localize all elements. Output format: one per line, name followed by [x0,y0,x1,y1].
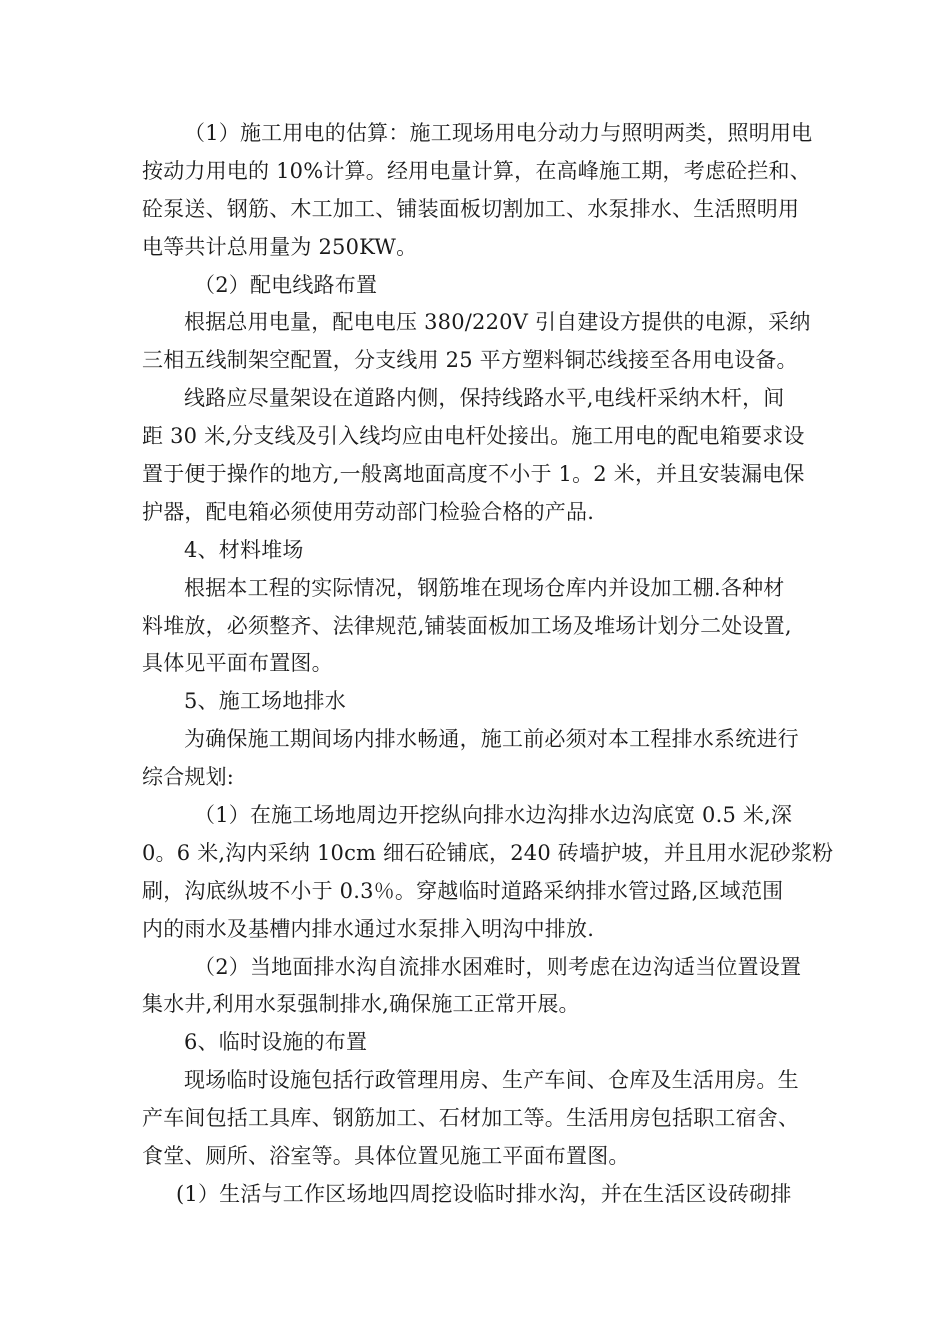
text-line: 为确保施工期间场内排水畅通，施工前必须对本工程排水系统进行 [184,727,799,752]
text-line: 根据总用电量，配电电压 380/220V 引自建设方提供的电源，采纳 [184,310,811,335]
text-line: 食堂、厕所、浴室等。具体位置见施工平面布置图。 [142,1144,630,1169]
text-line: 料堆放，必须整齐、法律规范,铺装面板加工场及堆场计划分二处设置, [142,613,792,638]
section-heading: 6、临时设施的布置 [184,1030,368,1055]
text-line: 三相五线制架空配置，分支线用 25 平方塑料铜芯线接至各用电设备。 [142,348,798,373]
text-line: 综合规划: [142,765,235,790]
text-line: (1）生活与工作区场地四周挖设临时排水沟，并在生活区设砖砌排 [176,1181,792,1206]
text-line: 置于便于操作的地方,一般离地面高度不小于 1。2 米，并且安装漏电保 [142,462,805,487]
text-line: 具体见平面布置图。 [142,651,333,676]
text-line: 线路应尽量架设在道路内侧，保持线路水平,电线杆采纳木杆，间 [184,386,785,411]
text-line: 产车间包括工具库、钢筋加工、石材加工等。生活用房包括职工宿舍、 [142,1106,800,1131]
text-line: 集水井,利用水泵强制排水,确保施工正常开展。 [142,992,580,1017]
text-line: （1）施工用电的估算：施工现场用电分动力与照明两类，照明用电 [184,121,813,145]
section-heading: 5、施工场地排水 [184,689,346,714]
section-heading: 4、材料堆场 [184,537,304,562]
text-line: 距 30 米,分支线及引入线均应由电杆处接出。施工用电的配电箱要求设 [142,424,805,449]
text-line: 按动力用电的 10%计算。经用电量计算，在高峰施工期，考虑砼拦和、 [142,158,811,183]
text-line: （1）在施工场地周边开挖纵向排水边沟排水边沟底宽 0.5 米,深 [194,803,793,828]
text-line: 护器，配电箱必须使用劳动部门检验合格的产品. [142,499,595,524]
text-line: 现场临时设施包括行政管理用房、生产车间、仓库及生活用房。生 [184,1068,799,1093]
text-line: （2）当地面排水沟自流排水困难时，则考虑在边沟适当位置设置 [194,954,802,979]
section-heading: （2）配电线路布置 [194,272,378,297]
text-line: 电等共计总用量为 250KW。 [142,234,418,259]
text-line: 砼泵送、钢筋、木工加工、铺装面板切割加工、水泵排水、生活照明用 [142,196,800,221]
text-line: 内的雨水及基槽内排水通过水泵排入明沟中排放. [142,916,595,941]
text-line: 根据本工程的实际情况，钢筋堆在现场仓库内并设加工棚.各种材 [184,575,785,600]
document-body [142,115,842,1214]
text-line: 刷，沟底纵坡不小于 0.3％。穿越临时道路采纳排水管过路,区域范围 [142,878,784,903]
text-line: 0。6 米,沟内采纳 10cm 细石砼铺底，240 砖墙护坡，并且用水泥砂浆粉 [142,840,834,865]
